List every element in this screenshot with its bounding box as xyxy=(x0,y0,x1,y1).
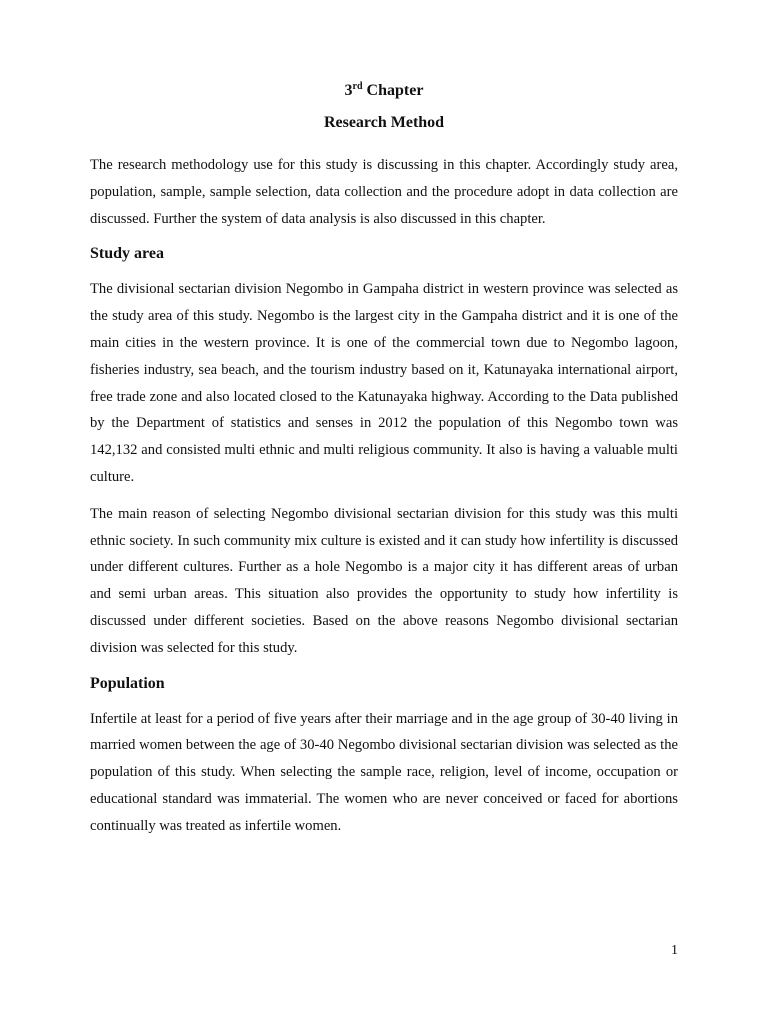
page-number: 1 xyxy=(671,943,678,958)
population-paragraph: Infertile at least for a period of five years after their marriage and in the age group of 30-40 living in married women between the age of 30-40 Negombo divisional sectarian division was selected as the population of this study. When selecting the sample race, religion, level of income, occupation or educational standard was immaterial. The women who are never conceived or faced for abortions continually was treated as infertile women. xyxy=(90,710,678,834)
page-content xyxy=(90,78,678,850)
chapter-number-heading xyxy=(90,78,678,104)
chapter-word: Chapter xyxy=(362,82,424,99)
study-area-paragraph-2: The main reason of selecting Negombo divisional sectarian division for this study was this multi ethnic society. In such community mix culture is existed and it can study how infertility is discussed under different cultures. Further as a hole Negombo is a major city it has different areas of urban and semi urban areas. This situation also provides the opportunity to study how infertility is discussed under different societies. Based on the above reasons Negombo divisional sectarian division was selected for this study. xyxy=(90,505,678,656)
study-area-paragraph-1: The divisional sectarian division Negombo in Gampaha district in western province was selected as the study area of this study. Negombo is the largest city in the Gampaha district and it is one of the main cities in the western province. It is one of the commercial town due to Negombo lagoon, fisheries industry, sea beach, and the tourism industry based on it, Katunayaka international airport, free trade zone and also located closed to the Katunayaka highway. According to the Data published by the Department of statistics and senses in 2012 the population of this Negombo town was 142,132 and consisted multi ethnic and multi religious community. It also is having a valuable multi culture. xyxy=(90,281,678,485)
section-heading-study-area: Study area xyxy=(90,245,164,263)
section-heading-population: Population xyxy=(90,674,165,692)
chapter-number: 3 xyxy=(344,82,353,99)
intro-paragraph: The research methodology use for this study is discussing in this chapter. Accordingly study area, population, sample, sample selection, data collection and the procedure adopt in data collection are discussed. Further the system of data analysis is also discussed in this chapter. xyxy=(90,157,678,227)
chapter-title: Research Method xyxy=(323,114,445,131)
chapter-number-suffix: rd xyxy=(352,81,363,92)
